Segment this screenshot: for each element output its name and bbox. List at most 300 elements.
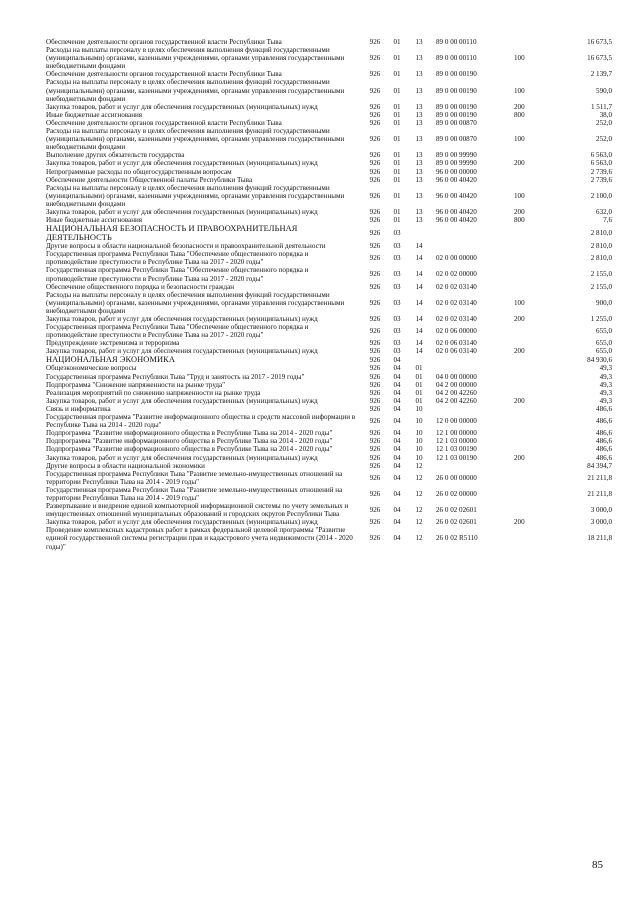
row-amount: 486,6 <box>596 417 612 426</box>
table-row <box>46 168 612 176</box>
row-section-code: 01 <box>393 159 401 168</box>
row-section-code: 01 <box>393 151 401 160</box>
row-expense-type <box>514 355 546 364</box>
row-subsection-code: 14 <box>415 315 423 323</box>
row-admin-code: 926 <box>369 429 381 438</box>
row-description: Расходы на выплаты персоналу в целях обеспечения выполнения функций государственными (муниципальными) органами, казенными учреждениями, органами управления государственными внебюджетными фондами <box>46 46 345 71</box>
row-section-code: 04 <box>393 355 401 364</box>
row-subsection-code: 14 <box>415 347 423 356</box>
row-subsection-code: 14 <box>415 327 423 336</box>
table-row <box>46 413 612 429</box>
table-row <box>46 445 612 453</box>
row-admin-code: 926 <box>369 86 381 95</box>
row-target-article: 02 0 06 03140 <box>436 347 477 356</box>
row-description: Обеспечение деятельности органов государственной власти Республики Тыва <box>46 38 282 46</box>
row-expense-type: 200 <box>514 396 525 405</box>
table-row <box>46 119 612 127</box>
budget-rows <box>46 38 612 551</box>
row-description: Предупреждение экстремизма и терроризма <box>46 339 180 348</box>
row-description: Связь и информатика <box>46 404 111 413</box>
row-amount: 49,3 <box>599 396 612 405</box>
row-expense-type <box>514 486 546 502</box>
row-section-code: 01 <box>393 118 401 127</box>
table-row <box>46 526 612 550</box>
row-description: Расходы на выплаты персоналу в целях обеспечения выполнения функций государственными (муниципальными) органами, казенными учреждениями, органами управления государственными внебюджетными фондами <box>46 127 345 152</box>
row-target-article: 04 2 00 42260 <box>436 396 477 405</box>
table-row <box>46 111 612 119</box>
row-section-code: 04 <box>393 461 401 470</box>
row-subsection-code: 10 <box>415 404 423 413</box>
row-description: Подпрограмма "Развитие информационного общества в Республике Тыва на 2014 - 2020 годы" <box>46 445 333 454</box>
row-description: Закупка товаров, работ и услуг для обеспечения государственных (муниципальных) нужд <box>46 518 318 527</box>
row-admin-code: 926 <box>369 298 381 307</box>
row-amount: 38,0 <box>599 110 612 119</box>
row-expense-type <box>514 437 546 445</box>
row-target-article: 96 0 00 40420 <box>436 207 477 216</box>
row-subsection-code: 10 <box>415 417 423 426</box>
row-target-article: 12 1 03 00190 <box>436 445 477 454</box>
row-subsection-code: 01 <box>415 396 423 405</box>
row-subsection-code: 10 <box>415 429 423 438</box>
row-section-code: 04 <box>393 506 401 515</box>
row-subsection-code: 14 <box>415 339 423 348</box>
row-admin-code: 926 <box>369 207 381 216</box>
row-admin-code: 926 <box>369 191 381 200</box>
row-section-code: 01 <box>393 135 401 144</box>
row-subsection-code: 10 <box>415 445 423 454</box>
row-subsection-code: 12 <box>415 506 423 515</box>
row-subsection-code: 14 <box>415 270 423 279</box>
row-expense-type <box>514 224 546 242</box>
row-subsection-code: 13 <box>415 207 423 216</box>
row-expense-type <box>514 462 546 470</box>
row-expense-type <box>514 381 546 389</box>
row-expense-type: 200 <box>514 159 525 168</box>
row-expense-type: 200 <box>514 102 525 111</box>
row-target-article: 04 2 00 42260 <box>436 388 477 397</box>
row-expense-type <box>514 526 546 550</box>
row-section-code: 04 <box>393 489 401 498</box>
row-subsection-code: 12 <box>415 473 423 482</box>
row-target-article: 02 0 06 03140 <box>436 339 477 348</box>
row-subsection-code: 13 <box>415 175 423 184</box>
row-subsection-code: 14 <box>415 242 423 251</box>
row-expense-type <box>514 413 546 429</box>
row-amount: 84 394,7 <box>587 461 612 470</box>
row-expense-type: 200 <box>514 453 525 462</box>
row-description: Иные бюджетные ассигнования <box>46 216 143 225</box>
row-amount: 2 739,6 <box>590 167 612 176</box>
table-row <box>46 397 612 405</box>
row-description: Государственная программа Республики Тыва "Развитие земельно-имущественных отношений на территории Республики Тыва на 2014 - 2019 годы" <box>46 485 343 502</box>
row-expense-type <box>514 242 546 250</box>
table-row <box>46 266 612 282</box>
row-expense-type <box>514 151 546 159</box>
row-section-code: 03 <box>393 339 401 348</box>
row-amount: 1 511,7 <box>590 102 612 111</box>
row-target-article: 02 0 06 00000 <box>436 327 477 336</box>
row-target-article: 12 1 03 00000 <box>436 437 477 446</box>
section-row <box>46 355 612 364</box>
row-admin-code: 926 <box>369 229 381 238</box>
row-target-article: 26 0 02 02601 <box>436 506 477 515</box>
row-expense-type <box>514 323 546 339</box>
row-expense-type: 200 <box>514 315 525 323</box>
row-section-code: 04 <box>393 445 401 454</box>
row-amount: 900,0 <box>596 298 612 307</box>
row-subsection-code <box>408 355 430 364</box>
row-description: Подпрограмма "Развитие информационного общества в Республике Тыва на 2014 - 2020 годы" <box>46 437 333 446</box>
row-amount: 49,3 <box>599 364 612 373</box>
row-amount: 3 000,0 <box>590 518 612 527</box>
row-section-code: 03 <box>393 254 401 263</box>
row-description: Иные бюджетные ассигнования <box>46 110 143 119</box>
row-description: Государственная программа Республики Тыва "Развитие земельно-имущественных отношений на территории Республики Тыва на 2014 - 2019 годы" <box>46 469 343 486</box>
row-amount: 486,6 <box>596 445 612 454</box>
row-description: Расходы на выплаты персоналу в целях обеспечения выполнения функций государственными (муниципальными) органами, казенными учреждениями, органами управления государственными внебюджетными фондами <box>46 78 345 103</box>
row-admin-code: 926 <box>369 151 381 160</box>
row-admin-code: 926 <box>369 372 381 381</box>
row-description: Государственная программа Республики Тыва "Труд и занятость на 2017 - 2019 годы" <box>46 372 305 381</box>
row-admin-code: 926 <box>369 270 381 279</box>
row-section-code: 04 <box>393 429 401 438</box>
row-description: Закупка товаров, работ и услуг для обеспечения государственных (муниципальных) нужд <box>46 102 318 111</box>
row-subsection-code: 13 <box>415 159 423 168</box>
table-row <box>46 323 612 339</box>
table-row <box>46 176 612 184</box>
table-row <box>46 151 612 159</box>
row-subsection-code: 12 <box>415 518 423 527</box>
row-description: Закупка товаров, работ и услуг для обеспечения государственных (муниципальных) нужд <box>46 315 318 323</box>
row-amount: 7,6 <box>603 216 612 225</box>
table-row <box>46 38 612 46</box>
row-expense-type <box>514 364 546 372</box>
row-expense-type: 100 <box>514 54 525 63</box>
row-target-article: 02 0 02 03140 <box>436 298 477 307</box>
row-target-article: 89 0 00 00190 <box>436 110 477 119</box>
row-description: Расходы на выплаты персоналу в целях обеспечения выполнения функций государственными (муниципальными) органами, казенными учреждениями, органами управления государственными внебюджетными фондами <box>46 183 345 208</box>
row-admin-code: 926 <box>369 347 381 356</box>
row-section-code: 04 <box>393 364 401 373</box>
row-description: Обеспечение общественного порядка и безопасности граждан <box>46 282 235 291</box>
table-row <box>46 347 612 355</box>
row-subsection-code: 01 <box>415 372 423 381</box>
row-amount: 486,6 <box>596 429 612 438</box>
table-row <box>46 486 612 502</box>
row-target-article: 02 0 00 00000 <box>436 254 477 263</box>
table-row <box>46 208 612 216</box>
table-row <box>46 405 612 413</box>
row-expense-type <box>514 470 546 486</box>
table-row <box>46 339 612 347</box>
row-description: Обеспечение деятельности органов государственной власти Республики Тыва <box>46 70 282 79</box>
table-row <box>46 159 612 167</box>
row-expense-type <box>514 70 546 78</box>
row-target-article: 02 0 02 03140 <box>436 282 477 291</box>
row-section-code: 01 <box>393 102 401 111</box>
row-admin-code: 926 <box>369 315 381 323</box>
row-target-article: 26 0 02 02601 <box>436 518 477 527</box>
row-target-article: 89 0 00 00190 <box>436 102 477 111</box>
row-amount: 2 100,0 <box>590 191 612 200</box>
table-row <box>46 389 612 397</box>
row-target-article: 04 0 00 00000 <box>436 372 477 381</box>
row-description: Обеспечение деятельности Общественной палаты Республики Тыва <box>46 175 253 184</box>
row-subsection-code: 01 <box>415 364 423 373</box>
row-amount: 2 139,7 <box>590 70 612 79</box>
table-row <box>46 462 612 470</box>
row-amount: 655,0 <box>596 347 612 356</box>
row-subsection-code: 13 <box>415 110 423 119</box>
table-row <box>46 46 612 70</box>
row-section-code: 01 <box>393 110 401 119</box>
row-expense-type <box>514 339 546 347</box>
row-subsection-code: 10 <box>415 453 423 462</box>
row-expense-type <box>514 502 546 518</box>
row-admin-code: 926 <box>369 242 381 251</box>
row-amount: 2 810,0 <box>590 254 612 263</box>
table-row <box>46 502 612 518</box>
row-amount: 2 155,0 <box>590 282 612 291</box>
row-target-article: 96 0 00 40420 <box>436 216 477 225</box>
table-row <box>46 454 612 462</box>
row-target-article <box>430 462 514 470</box>
row-amount: 655,0 <box>596 339 612 348</box>
row-target-article: 96 0 00 40420 <box>436 175 477 184</box>
row-admin-code: 926 <box>369 355 381 364</box>
row-target-article: 89 0 00 00190 <box>436 70 477 79</box>
row-description: Другие вопросы в области национальной безопасности и правоохранительной деятельности <box>46 242 326 251</box>
row-admin-code: 926 <box>369 70 381 79</box>
row-admin-code: 926 <box>369 404 381 413</box>
row-target-article: 26 0 02 R5110 <box>436 534 478 543</box>
row-section-code: 01 <box>393 207 401 216</box>
row-admin-code: 926 <box>369 364 381 373</box>
row-section-code: 04 <box>393 372 401 381</box>
row-subsection-code: 13 <box>415 54 423 63</box>
row-description: Непрограммные расходы по общегосударственным вопросам <box>46 167 232 176</box>
row-description: Проведение комплексных кадастровых работ в рамках федеральной целевой программы "Развитие единой государственной системы регистрации прав и кадастрового учета недвижимости (2014 - 2020 годы)" <box>46 526 353 551</box>
table-row <box>46 364 612 372</box>
row-target-article: 26 0 00 00000 <box>436 473 477 482</box>
row-amount: 655,0 <box>596 327 612 336</box>
row-description: Закупка товаров, работ и услуг для обеспечения государственных (муниципальных) нужд <box>46 159 318 168</box>
table-row <box>46 373 612 381</box>
table-row <box>46 242 612 250</box>
row-description: Общеэкономические вопросы <box>46 364 137 373</box>
row-expense-type <box>514 176 546 184</box>
row-amount: 6 563,0 <box>590 159 612 168</box>
row-subsection-code: 14 <box>415 282 423 291</box>
row-expense-type <box>514 119 546 127</box>
row-description: Закупка товаров, работ и услуг для обеспечения государственных (муниципальных) нужд <box>46 207 318 216</box>
row-subsection-code: 01 <box>415 388 423 397</box>
table-row <box>46 70 612 78</box>
row-amount: 486,6 <box>596 453 612 462</box>
row-section-code: 04 <box>393 518 401 527</box>
table-row <box>46 283 612 291</box>
row-target-article: 12 0 00 00000 <box>436 417 477 426</box>
row-section-code: 03 <box>393 327 401 336</box>
row-amount: 21 211,8 <box>587 489 612 498</box>
row-amount: 49,3 <box>599 388 612 397</box>
row-description: Другие вопросы в области национальной экономики <box>46 461 205 470</box>
row-section-code: 04 <box>393 437 401 446</box>
table-row <box>46 78 612 102</box>
row-expense-type: 100 <box>514 135 525 144</box>
row-admin-code: 926 <box>369 102 381 111</box>
row-amount: 2 810,0 <box>590 242 612 251</box>
row-expense-type <box>514 405 546 413</box>
row-admin-code: 926 <box>369 38 381 46</box>
row-subsection-code: 12 <box>415 489 423 498</box>
row-expense-type <box>514 373 546 381</box>
row-amount: 632,0 <box>596 207 612 216</box>
row-expense-type: 200 <box>514 518 525 527</box>
row-admin-code: 926 <box>369 175 381 184</box>
section-row <box>46 224 612 242</box>
row-section-code: 03 <box>393 229 401 238</box>
row-section-code: 01 <box>393 70 401 79</box>
row-description: Государственная программа Республики Тыва "Обеспечение общественного порядка и противодействие преступности в Республике Тыва на 2017 - 2020 годы" <box>46 323 309 340</box>
row-amount: 18 211,8 <box>587 534 612 543</box>
row-amount: 16 673,5 <box>587 54 612 63</box>
table-row <box>46 216 612 224</box>
table-row <box>46 429 612 437</box>
row-section-code: 04 <box>393 453 401 462</box>
row-section-code: 01 <box>393 216 401 225</box>
row-admin-code: 926 <box>369 54 381 63</box>
row-section-code: 03 <box>393 315 401 323</box>
row-admin-code: 926 <box>369 396 381 405</box>
row-section-code: 04 <box>393 388 401 397</box>
row-expense-type <box>514 283 546 291</box>
row-amount: 486,6 <box>596 437 612 446</box>
row-target-article: 89 0 00 99990 <box>436 151 477 160</box>
row-admin-code: 926 <box>369 437 381 446</box>
row-amount: 6 563,0 <box>590 151 612 160</box>
row-target-article: 89 0 00 00870 <box>436 118 477 127</box>
table-row <box>46 437 612 445</box>
row-section-code: 03 <box>393 270 401 279</box>
row-target-article: 26 0 02 00000 <box>436 489 477 498</box>
row-admin-code: 926 <box>369 110 381 119</box>
row-amount: 486,6 <box>596 404 612 413</box>
row-subsection-code: 14 <box>415 254 423 263</box>
row-amount: 84 930,6 <box>587 355 612 364</box>
row-admin-code: 926 <box>369 489 381 498</box>
row-description: Закупка товаров, работ и услуг для обеспечения государственных (муниципальных) нужд <box>46 453 318 462</box>
row-target-article: 02 0 02 03140 <box>436 315 477 323</box>
row-subsection-code: 13 <box>415 167 423 176</box>
row-description: Государственная программа Республики Тыва "Обеспечение общественного порядка и противодействие преступности в Республике Тыва на 2017 - 2020 годы" <box>46 250 309 267</box>
row-target-article: 89 0 00 00110 <box>436 38 477 46</box>
row-admin-code: 926 <box>369 445 381 454</box>
row-amount: 1 255,0 <box>590 315 612 323</box>
row-expense-type <box>514 38 546 46</box>
row-admin-code: 926 <box>369 254 381 263</box>
row-section-code: 03 <box>393 347 401 356</box>
row-target-article <box>430 405 514 413</box>
table-row <box>46 291 612 315</box>
row-subsection-code: 13 <box>415 102 423 111</box>
row-admin-code: 926 <box>369 216 381 225</box>
row-admin-code: 926 <box>369 380 381 389</box>
row-admin-code: 926 <box>369 135 381 144</box>
row-description: НАЦИОНАЛЬНАЯ ЭКОНОМИКА <box>46 355 175 365</box>
row-admin-code: 926 <box>369 506 381 515</box>
row-target-article <box>430 224 514 242</box>
row-expense-type: 200 <box>514 347 525 356</box>
row-admin-code: 926 <box>369 327 381 336</box>
row-target-article: 96 0 00 00000 <box>436 167 477 176</box>
row-amount: 252,0 <box>596 135 612 144</box>
row-amount: 2 739,6 <box>590 175 612 184</box>
row-section-code: 04 <box>393 396 401 405</box>
row-admin-code: 926 <box>369 339 381 348</box>
row-expense-type <box>514 429 546 437</box>
page-number: 85 <box>592 859 603 871</box>
row-expense-type: 800 <box>514 216 525 225</box>
row-description: Подпрограмма "Снижение напряженности на рынке труда" <box>46 380 226 389</box>
row-expense-type: 100 <box>514 86 525 95</box>
row-target-article: 89 0 00 00870 <box>436 135 477 144</box>
row-admin-code: 926 <box>369 534 381 543</box>
row-description: Развертывание и внедрение единой компьютерной информационной системы по учету земельных и имущественных отношений муниципальных образований и городских округов Республики Тыва <box>46 502 349 519</box>
row-section-code: 01 <box>393 191 401 200</box>
row-section-code: 03 <box>393 242 401 251</box>
row-description: Выполнение других обязательств государства <box>46 151 185 160</box>
row-target-article <box>430 242 514 250</box>
budget-table <box>46 38 612 551</box>
row-subsection-code: 14 <box>415 298 423 307</box>
row-admin-code: 926 <box>369 518 381 527</box>
row-subsection-code: 13 <box>415 118 423 127</box>
row-expense-type: 800 <box>514 110 525 119</box>
table-row <box>46 381 612 389</box>
table-row <box>46 184 612 208</box>
row-admin-code: 926 <box>369 282 381 291</box>
row-subsection-code: 13 <box>415 86 423 95</box>
row-section-code: 04 <box>393 404 401 413</box>
row-target-article <box>430 355 514 364</box>
row-expense-type: 100 <box>514 191 525 200</box>
row-amount: 49,3 <box>599 372 612 381</box>
table-row <box>46 250 612 266</box>
row-description: Расходы на выплаты персоналу в целях обеспечения выполнения функций государственными (муниципальными) органами, казенными учреждениями, органами управления государственными внебюджетными фондами <box>46 290 345 315</box>
row-amount: 3 000,0 <box>590 506 612 515</box>
row-section-code: 01 <box>393 54 401 63</box>
row-expense-type: 100 <box>514 298 525 307</box>
row-subsection-code: 13 <box>415 191 423 200</box>
row-target-article: 89 0 00 00190 <box>436 86 477 95</box>
row-subsection-code: 13 <box>415 216 423 225</box>
row-section-code: 04 <box>393 473 401 482</box>
row-subsection-code: 13 <box>415 38 423 46</box>
row-amount: 16 673,5 <box>587 38 612 46</box>
row-section-code: 01 <box>393 86 401 95</box>
row-admin-code: 926 <box>369 388 381 397</box>
row-target-article: 96 0 00 40420 <box>436 191 477 200</box>
row-subsection-code: 10 <box>415 437 423 446</box>
table-row <box>46 518 612 526</box>
row-expense-type <box>514 250 546 266</box>
row-section-code: 01 <box>393 38 401 46</box>
row-admin-code: 926 <box>369 461 381 470</box>
row-admin-code: 926 <box>369 167 381 176</box>
row-description: Реализация мероприятий по снижению напряженности на рынке труда <box>46 388 261 397</box>
row-target-article: 12 1 03 00190 <box>436 453 477 462</box>
